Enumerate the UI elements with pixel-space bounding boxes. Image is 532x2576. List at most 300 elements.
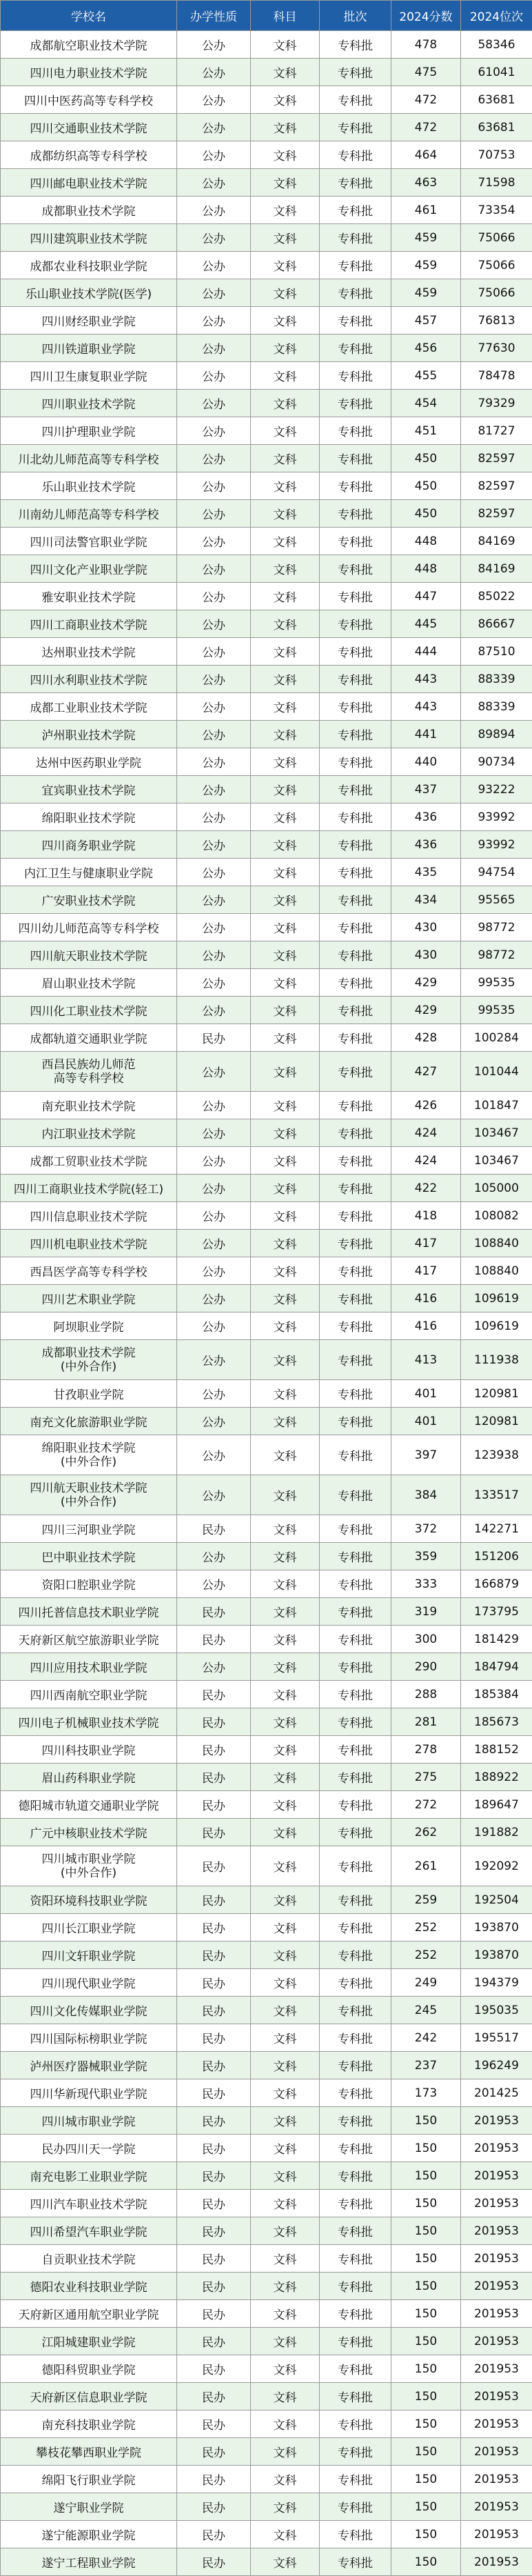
table-row <box>1 2300 532 2328</box>
table-row <box>1 335 532 362</box>
score-cell: 272 <box>391 1791 461 1819</box>
school-type-cell: 公办 <box>177 1312 251 1340</box>
school-type-cell: 民办 <box>177 1736 251 1764</box>
rank-cell: 99535 <box>461 997 532 1024</box>
score-cell: 278 <box>391 1736 461 1764</box>
school-type-cell: 公办 <box>177 114 251 141</box>
subject-cell: 文科 <box>251 500 320 528</box>
subject-cell: 文科 <box>251 555 320 583</box>
score-cell: 443 <box>391 666 461 693</box>
school-name-cell: 雅安职业技术学院 <box>1 583 177 610</box>
subject-cell: 文科 <box>251 2079 320 2107</box>
subject-cell: 文科 <box>251 1475 320 1515</box>
rank-cell: 201953 <box>461 2273 532 2300</box>
rank-cell: 79329 <box>461 390 532 417</box>
batch-cell: 专科批 <box>320 1886 391 1914</box>
subject-cell: 文科 <box>251 114 320 141</box>
score-cell: 430 <box>391 941 461 969</box>
school-name-cell: 四川交通职业技术学院 <box>1 114 177 141</box>
batch-cell: 专科批 <box>320 2079 391 2107</box>
rank-cell: 194379 <box>461 1969 532 1997</box>
table-row <box>1 1819 532 1846</box>
batch-cell: 专科批 <box>320 59 391 86</box>
batch-cell: 专科批 <box>320 31 391 59</box>
school-type-cell: 公办 <box>177 1092 251 1119</box>
table-row <box>1 1175 532 1202</box>
batch-cell: 专科批 <box>320 831 391 859</box>
table-row <box>1 2438 532 2466</box>
rank-cell: 201953 <box>461 2355 532 2383</box>
school-type-cell: 公办 <box>177 417 251 445</box>
subject-cell: 文科 <box>251 1914 320 1941</box>
table-row <box>1 886 532 914</box>
subject-cell: 文科 <box>251 1626 320 1653</box>
score-cell: 428 <box>391 1024 461 1052</box>
table-row <box>1 997 532 1024</box>
table-row <box>1 1257 532 1285</box>
school-name-cell: 民办四川天一学院 <box>1 2135 177 2162</box>
subject-cell: 文科 <box>251 1515 320 1543</box>
rank-cell: 201953 <box>461 2438 532 2466</box>
batch-cell: 专科批 <box>320 390 391 417</box>
school-name-cell: 成都职业技术学院 (中外合作) <box>1 1340 177 1380</box>
school-type-cell: 民办 <box>177 1819 251 1846</box>
school-name-cell: 四川商务职业学院 <box>1 831 177 859</box>
table-row <box>1 114 532 141</box>
batch-cell: 专科批 <box>320 2383 391 2410</box>
score-cell: 150 <box>391 2245 461 2273</box>
school-name-cell: 四川司法警官职业学院 <box>1 528 177 555</box>
school-name-cell: 阿坝职业学院 <box>1 1312 177 1340</box>
table-row <box>1 197 532 224</box>
school-name-cell: 四川城市职业学院 <box>1 2107 177 2135</box>
school-type-cell: 公办 <box>177 1340 251 1380</box>
rank-cell: 98772 <box>461 914 532 941</box>
rank-cell: 201953 <box>461 2162 532 2190</box>
school-name-cell: 天府新区通用航空职业学院 <box>1 2300 177 2328</box>
rank-cell: 192092 <box>461 1846 532 1886</box>
score-cell: 463 <box>391 169 461 197</box>
score-cell: 417 <box>391 1257 461 1285</box>
table-row <box>1 1092 532 1119</box>
header-school-name: 学校名 <box>1 1 177 31</box>
rank-cell: 201953 <box>461 2190 532 2217</box>
table-row <box>1 2548 532 2576</box>
school-type-cell: 民办 <box>177 2190 251 2217</box>
subject-cell: 文科 <box>251 2052 320 2079</box>
table-row <box>1 1764 532 1791</box>
school-name-cell: 内江卫生与健康职业学院 <box>1 859 177 886</box>
batch-cell: 专科批 <box>320 1570 391 1598</box>
table-row <box>1 941 532 969</box>
rank-cell: 193870 <box>461 1914 532 1941</box>
score-cell: 429 <box>391 997 461 1024</box>
header-batch: 批次 <box>320 1 391 31</box>
rank-cell: 78478 <box>461 362 532 390</box>
batch-cell: 专科批 <box>320 252 391 279</box>
score-cell: 478 <box>391 31 461 59</box>
school-type-cell: 公办 <box>177 31 251 59</box>
score-cell: 459 <box>391 224 461 252</box>
school-type-cell: 公办 <box>177 941 251 969</box>
score-cell: 150 <box>391 2190 461 2217</box>
table-row <box>1 1543 532 1570</box>
table-row <box>1 2245 532 2273</box>
rank-cell: 89894 <box>461 721 532 748</box>
rank-cell: 181429 <box>461 1626 532 1653</box>
school-type-cell: 民办 <box>177 1846 251 1886</box>
batch-cell: 专科批 <box>320 721 391 748</box>
school-name-cell: 四川邮电职业技术学院 <box>1 169 177 197</box>
subject-cell: 文科 <box>251 390 320 417</box>
school-type-cell: 公办 <box>177 721 251 748</box>
score-cell: 333 <box>391 1570 461 1598</box>
batch-cell: 专科批 <box>320 914 391 941</box>
subject-cell: 文科 <box>251 776 320 803</box>
table-row <box>1 1202 532 1230</box>
score-cell: 252 <box>391 1914 461 1941</box>
school-name-cell: 四川水利职业技术学院 <box>1 666 177 693</box>
school-name-cell: 天府新区航空旅游职业学院 <box>1 1626 177 1653</box>
batch-cell: 专科批 <box>320 1380 391 1408</box>
batch-cell: 专科批 <box>320 500 391 528</box>
batch-cell: 专科批 <box>320 1175 391 1202</box>
score-cell: 472 <box>391 114 461 141</box>
batch-cell: 专科批 <box>320 997 391 1024</box>
rank-cell: 185673 <box>461 1708 532 1736</box>
school-type-cell: 公办 <box>177 1119 251 1147</box>
score-cell: 459 <box>391 252 461 279</box>
school-type-cell: 公办 <box>177 197 251 224</box>
subject-cell: 文科 <box>251 1119 320 1147</box>
rank-cell: 201953 <box>461 2135 532 2162</box>
rank-cell: 188152 <box>461 1736 532 1764</box>
table-row <box>1 831 532 859</box>
school-name-cell: 四川机电职业技术学院 <box>1 1230 177 1257</box>
school-name-cell: 南充职业技术学院 <box>1 1092 177 1119</box>
subject-cell: 文科 <box>251 2383 320 2410</box>
score-cell: 456 <box>391 335 461 362</box>
school-name-cell: 泸州职业技术学院 <box>1 721 177 748</box>
batch-cell: 专科批 <box>320 335 391 362</box>
score-cell: 372 <box>391 1515 461 1543</box>
school-type-cell: 民办 <box>177 2107 251 2135</box>
school-type-cell: 民办 <box>177 2135 251 2162</box>
school-type-cell: 民办 <box>177 1626 251 1653</box>
rank-cell: 108840 <box>461 1257 532 1285</box>
school-name-cell: 成都工贸职业技术学院 <box>1 1147 177 1175</box>
subject-cell: 文科 <box>251 1340 320 1380</box>
school-name-cell: 眉山职业技术学院 <box>1 969 177 997</box>
subject-cell: 文科 <box>251 31 320 59</box>
score-cell: 416 <box>391 1312 461 1340</box>
subject-cell: 文科 <box>251 1681 320 1708</box>
school-name-cell: 攀枝花攀西职业学院 <box>1 2438 177 2466</box>
school-name-cell: 乐山职业技术学院 <box>1 472 177 500</box>
batch-cell: 专科批 <box>320 1941 391 1969</box>
score-cell: 288 <box>391 1681 461 1708</box>
subject-cell: 文科 <box>251 1570 320 1598</box>
school-name-cell: 乐山职业技术学院(医学) <box>1 279 177 307</box>
school-name-cell: 巴中职业技术学院 <box>1 1543 177 1570</box>
subject-cell: 文科 <box>251 583 320 610</box>
batch-cell: 专科批 <box>320 2217 391 2245</box>
school-type-cell: 公办 <box>177 169 251 197</box>
batch-cell: 专科批 <box>320 1092 391 1119</box>
batch-cell: 专科批 <box>320 2493 391 2521</box>
score-cell: 430 <box>391 914 461 941</box>
school-type-cell: 公办 <box>177 224 251 252</box>
batch-cell: 专科批 <box>320 666 391 693</box>
score-cell: 150 <box>391 2107 461 2135</box>
score-cell: 173 <box>391 2079 461 2107</box>
school-type-cell: 公办 <box>177 1543 251 1570</box>
table-row <box>1 1024 532 1052</box>
batch-cell: 专科批 <box>320 307 391 335</box>
rank-cell: 120981 <box>461 1408 532 1435</box>
school-name-cell: 四川应用技术职业学院 <box>1 1653 177 1681</box>
batch-cell: 专科批 <box>320 2466 391 2493</box>
table-row <box>1 2466 532 2493</box>
school-name-cell: 成都职业技术学院 <box>1 197 177 224</box>
table-row <box>1 31 532 59</box>
subject-cell: 文科 <box>251 1408 320 1435</box>
rank-cell: 201953 <box>461 2521 532 2548</box>
batch-cell: 专科批 <box>320 197 391 224</box>
score-cell: 259 <box>391 1886 461 1914</box>
batch-cell: 专科批 <box>320 417 391 445</box>
table-row <box>1 59 532 86</box>
rank-cell: 201953 <box>461 2217 532 2245</box>
school-name-cell: 资阳口腔职业学院 <box>1 1570 177 1598</box>
school-type-cell: 公办 <box>177 252 251 279</box>
score-cell: 150 <box>391 2328 461 2355</box>
batch-cell: 专科批 <box>320 1285 391 1312</box>
school-type-cell: 公办 <box>177 803 251 831</box>
batch-cell: 专科批 <box>320 803 391 831</box>
table-row <box>1 2162 532 2190</box>
table-row <box>1 2383 532 2410</box>
rank-cell: 75066 <box>461 279 532 307</box>
rank-cell: 192504 <box>461 1886 532 1914</box>
batch-cell: 专科批 <box>320 2410 391 2438</box>
score-cell: 397 <box>391 1435 461 1475</box>
school-name-cell: 四川文化产业职业学院 <box>1 555 177 583</box>
rank-cell: 99535 <box>461 969 532 997</box>
school-name-cell: 四川华新现代职业学院 <box>1 2079 177 2107</box>
school-type-cell: 公办 <box>177 528 251 555</box>
table-row <box>1 666 532 693</box>
school-type-cell: 民办 <box>177 1024 251 1052</box>
school-type-cell: 公办 <box>177 1230 251 1257</box>
score-cell: 413 <box>391 1340 461 1380</box>
score-cell: 401 <box>391 1408 461 1435</box>
rank-cell: 84169 <box>461 555 532 583</box>
table-row <box>1 2493 532 2521</box>
score-cell: 150 <box>391 2466 461 2493</box>
subject-cell: 文科 <box>251 445 320 472</box>
school-type-cell: 公办 <box>177 886 251 914</box>
school-type-cell: 公办 <box>177 141 251 169</box>
table-row <box>1 969 532 997</box>
rank-cell: 109619 <box>461 1285 532 1312</box>
header-school-type: 办学性质 <box>177 1 251 31</box>
batch-cell: 专科批 <box>320 2273 391 2300</box>
score-cell: 150 <box>391 2493 461 2521</box>
rank-cell: 201953 <box>461 2245 532 2273</box>
subject-cell: 文科 <box>251 969 320 997</box>
school-type-cell: 公办 <box>177 1408 251 1435</box>
score-cell: 384 <box>391 1475 461 1515</box>
school-name-cell: 四川航天职业技术学院 (中外合作) <box>1 1475 177 1515</box>
school-name-cell: 江阳城建职业学院 <box>1 2328 177 2355</box>
school-type-cell: 民办 <box>177 2079 251 2107</box>
rank-cell: 103467 <box>461 1147 532 1175</box>
school-name-cell: 四川汽车职业技术学院 <box>1 2190 177 2217</box>
batch-cell: 专科批 <box>320 1052 391 1092</box>
score-cell: 242 <box>391 2024 461 2052</box>
school-name-cell: 川北幼儿师范高等专科学校 <box>1 445 177 472</box>
table-row <box>1 528 532 555</box>
batch-cell: 专科批 <box>320 1846 391 1886</box>
table-row <box>1 1515 532 1543</box>
score-cell: 448 <box>391 555 461 583</box>
batch-cell: 专科批 <box>320 472 391 500</box>
score-cell: 464 <box>391 141 461 169</box>
subject-cell: 文科 <box>251 2135 320 2162</box>
school-name-cell: 四川信息职业技术学院 <box>1 1202 177 1230</box>
school-type-cell: 民办 <box>177 2548 251 2576</box>
school-name-cell: 四川艺术职业学院 <box>1 1285 177 1312</box>
rank-cell: 63681 <box>461 114 532 141</box>
header-subject: 科目 <box>251 1 320 31</box>
score-cell: 447 <box>391 583 461 610</box>
school-name-cell: 四川职业技术学院 <box>1 390 177 417</box>
school-type-cell: 民办 <box>177 2383 251 2410</box>
table-row <box>1 1340 532 1380</box>
school-name-cell: 南充电影工业职业学院 <box>1 2162 177 2190</box>
batch-cell: 专科批 <box>320 969 391 997</box>
school-type-cell: 公办 <box>177 307 251 335</box>
school-name-cell: 四川城市职业学院 (中外合作) <box>1 1846 177 1886</box>
school-name-cell: 南充文化旅游职业学院 <box>1 1408 177 1435</box>
rank-cell: 151206 <box>461 1543 532 1570</box>
school-name-cell: 川南幼儿师范高等专科学校 <box>1 500 177 528</box>
school-name-cell: 四川科技职业学院 <box>1 1736 177 1764</box>
school-type-cell: 公办 <box>177 748 251 776</box>
score-cell: 252 <box>391 1941 461 1969</box>
table-row <box>1 2024 532 2052</box>
batch-cell: 专科批 <box>320 776 391 803</box>
header-score-2024: 2024分数 <box>391 1 461 31</box>
school-type-cell: 公办 <box>177 335 251 362</box>
rank-cell: 201953 <box>461 2548 532 2576</box>
subject-cell: 文科 <box>251 803 320 831</box>
subject-cell: 文科 <box>251 2300 320 2328</box>
school-type-cell: 公办 <box>177 776 251 803</box>
subject-cell: 文科 <box>251 528 320 555</box>
school-type-cell: 民办 <box>177 1681 251 1708</box>
school-type-cell: 民办 <box>177 2052 251 2079</box>
table-row <box>1 362 532 390</box>
rank-cell: 82597 <box>461 445 532 472</box>
subject-cell: 文科 <box>251 831 320 859</box>
school-name-cell: 四川三河职业学院 <box>1 1515 177 1543</box>
table-row <box>1 803 532 831</box>
table-row <box>1 2273 532 2300</box>
subject-cell: 文科 <box>251 2355 320 2383</box>
subject-cell: 文科 <box>251 169 320 197</box>
table-row <box>1 914 532 941</box>
rank-cell: 166879 <box>461 1570 532 1598</box>
table-row <box>1 776 532 803</box>
batch-cell: 专科批 <box>320 1475 391 1515</box>
rank-cell: 82597 <box>461 500 532 528</box>
subject-cell: 文科 <box>251 2107 320 2135</box>
school-name-cell: 四川化工职业技术学院 <box>1 997 177 1024</box>
table-row <box>1 1997 532 2024</box>
score-cell: 459 <box>391 279 461 307</box>
batch-cell: 专科批 <box>320 1708 391 1736</box>
subject-cell: 文科 <box>251 2466 320 2493</box>
school-type-cell: 民办 <box>177 1515 251 1543</box>
school-name-cell: 成都航空职业技术学院 <box>1 31 177 59</box>
school-name-cell: 四川中医药高等专科学校 <box>1 86 177 114</box>
subject-cell: 文科 <box>251 307 320 335</box>
school-type-cell: 公办 <box>177 831 251 859</box>
school-type-cell: 公办 <box>177 1257 251 1285</box>
table-row <box>1 2410 532 2438</box>
rank-cell: 188922 <box>461 1764 532 1791</box>
school-type-cell: 民办 <box>177 1941 251 1969</box>
score-cell: 424 <box>391 1147 461 1175</box>
score-cell: 435 <box>391 859 461 886</box>
score-cell: 359 <box>391 1543 461 1570</box>
table-row <box>1 2079 532 2107</box>
rank-cell: 94754 <box>461 859 532 886</box>
school-name-cell: 德阳城市轨道交通职业学院 <box>1 1791 177 1819</box>
school-type-cell: 民办 <box>177 2438 251 2466</box>
score-cell: 150 <box>391 2438 461 2466</box>
school-name-cell: 四川托普信息技术职业学院 <box>1 1598 177 1626</box>
subject-cell: 文科 <box>251 1764 320 1791</box>
rank-cell: 201953 <box>461 2493 532 2521</box>
school-name-cell: 达州职业技术学院 <box>1 638 177 666</box>
table-row <box>1 1380 532 1408</box>
school-type-cell: 公办 <box>177 86 251 114</box>
rank-cell: 101847 <box>461 1092 532 1119</box>
subject-cell: 文科 <box>251 1435 320 1475</box>
subject-cell: 文科 <box>251 86 320 114</box>
subject-cell: 文科 <box>251 59 320 86</box>
subject-cell: 文科 <box>251 997 320 1024</box>
score-cell: 434 <box>391 886 461 914</box>
rank-cell: 201953 <box>461 2466 532 2493</box>
table-row <box>1 1736 532 1764</box>
rank-cell: 189647 <box>461 1791 532 1819</box>
batch-cell: 专科批 <box>320 1119 391 1147</box>
school-name-cell: 西昌医学高等专科学校 <box>1 1257 177 1285</box>
table-row <box>1 417 532 445</box>
school-name-cell: 自贡职业技术学院 <box>1 2245 177 2273</box>
batch-cell: 专科批 <box>320 2548 391 2576</box>
school-name-cell: 四川幼儿师范高等专科学校 <box>1 914 177 941</box>
school-type-cell: 公办 <box>177 1435 251 1475</box>
school-type-cell: 公办 <box>177 500 251 528</box>
score-cell: 475 <box>391 59 461 86</box>
rank-cell: 98772 <box>461 941 532 969</box>
subject-cell: 文科 <box>251 279 320 307</box>
